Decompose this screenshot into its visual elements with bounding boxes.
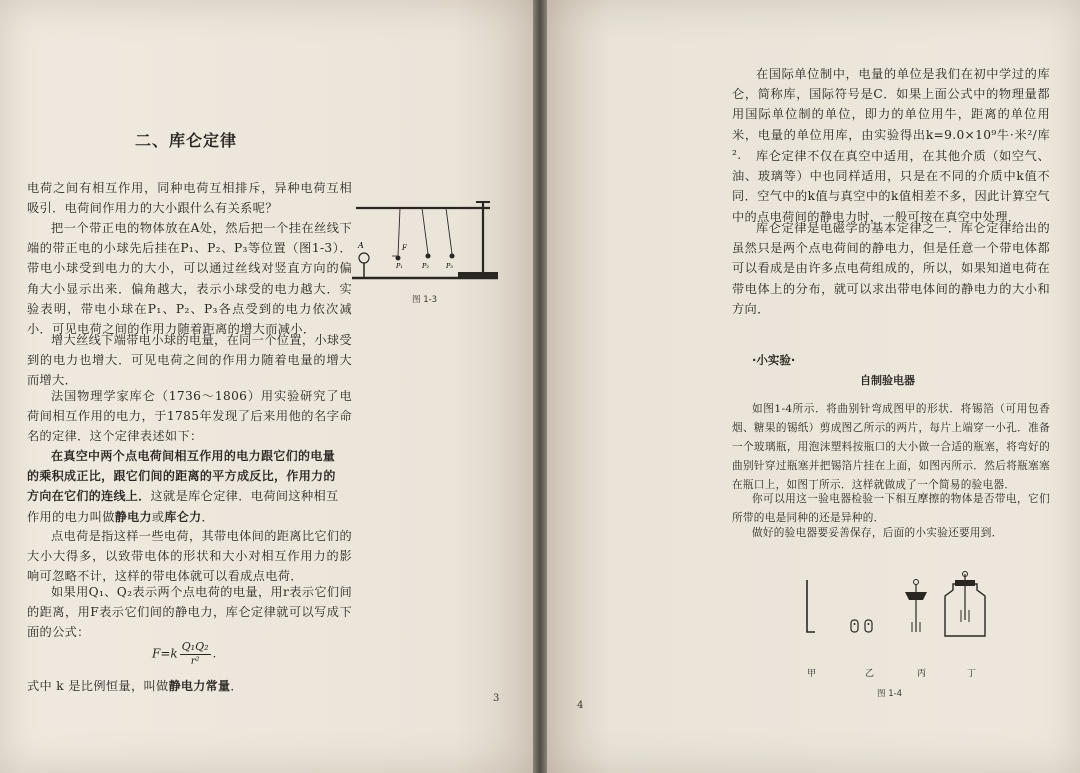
book-gutter [533,0,547,773]
law-tail: 这就是库仑定律．电荷间这种相互 [150,489,339,504]
paragraph-medium: 库仑定律不仅在真空中适用，在其他介质（如空气、油、玻璃等）中也同样适用，只是在不同的介质中k值不同．空气中的k值与真空中的k值相差不多，因此计算空气中的点电荷间的静电力时，一般可按在真空中处理． [732,149,1050,224]
formula-end: . [212,646,217,661]
label-bing: 丙 [917,669,927,679]
paragraph-experiment: 把一个带正电的物体放在A处，然后把一个挂在丝线下端的带正电的小球先后挂在P₁、P₂、P₃等位置（图1-3）．带电小球受到电力的大小，可以通过丝线对竖直方向的偏角大小显示出来．偏角越大，表示小球受的电力越大．实验表明，带电小球在P₁、P₂、P₃各点受到的电力依次减小．可见电荷之间的作用力随着距离的增大而减小． [27,221,352,337]
constant-text: 式中 k 是比例恒量，叫做 [27,679,169,693]
section-title: 二、库仑定律 [135,131,238,150]
paragraph-intro: 电荷之间有相互作用，同种电荷互相排斥，异种电荷互相吸引．电荷间作用力的大小跟什么有关系呢？ [27,181,352,216]
term-electrostatic-force: 静电力 [114,509,152,524]
paragraph-coulomb: 法国物理学家库仑（1736～1806）用实验研究了电荷间相互作用的电力，于1785年发现了后来用他的名字命名的定律．这个定律表述如下： [27,389,352,444]
law-line-1: 在真空中两个点电荷间相互作用的电力跟它们的电量 [51,449,336,463]
term-constant: 静电力常量 [168,679,231,693]
law-line-4a: 作用的电力叫做 [27,509,115,524]
law-line-4c: 或 [151,509,165,524]
mini-experiment-heading: ·小实验· [752,353,796,367]
experiment-paragraph-3: 做好的验电器要妥善保存，后面的小实验还要用到． [752,527,1003,539]
label-p2: P₂ [422,262,429,270]
figure-1-4-caption: 图 1-4 [877,689,903,699]
left-page [0,0,533,773]
paragraph-formula-intro: 如果用Q₁、Q₂表示两个点电荷的电量，用r表示它们间的距离，用F表示它们间的静电力，库仑定律就可以写成下面的公式： [27,585,352,640]
right-page [547,0,1080,773]
label-f: F [402,244,407,252]
figure-1-4 [787,570,1007,640]
paragraph-point-charge: 点电荷是指这样一些电荷，其带电体间的距离比它们的大小大得多，以致带电体的形状和大小对相互作用力的影响可忽略不计，这样的带电体就可以看成点电荷． [27,529,352,584]
coulomb-formula [152,640,216,668]
figure-1-3 [348,198,503,288]
label-ding: 丁 [967,669,977,679]
constant-end: ． [230,679,243,693]
figure-1-3-caption: 图 1-3 [412,295,438,305]
page-number-right: 4 [577,700,584,711]
experiment-title: 自制验电器 [860,374,915,387]
paragraph-fundamental-law: 库仑定律是电磁学的基本定律之一．库仑定律给出的虽然只是两个点电荷间的静电力，但是任意一个带电体都可以看成是由许多点电荷组成的，所以，如果知道电荷在带电体上的分布，就可以求出带电体间的静电力的大小和方向． [732,221,1050,316]
term-coulomb-force: 库仑力 [164,509,202,524]
paragraph-si-units: 在国际单位制中，电量的单位是我们在初中学过的库仑，简称库，国际符号是C．如果上面公式中的物理量都用国际单位制的单位，即力的单位用牛，距离的单位用米，电量的单位用库，由实验得出k=9.0×10⁹牛·米²/库². [732,67,1050,162]
law-line-2: 的乘积成正比，跟它们间的距离的平方成反比，作用力的 [27,469,336,484]
label-a: A [358,241,364,250]
label-yi: 乙 [865,669,875,679]
experiment-paragraph-1: 如图1-4所示．将曲别针弯成图甲的形状．将锡箔（可用包香烟、糖果的锡纸）剪成图乙所示的两片，每片上端穿一小孔．准备一个玻璃瓶，用泡沫塑料按瓶口的大小做一合适的瓶塞，将弯好的曲别针穿过瓶塞并把锡箔片挂在上面，如图丙所示．然后将瓶塞塞在瓶口上，如图丁所示．这样就做成了一个简易的验电器． [732,403,1050,491]
paragraph-constant [27,676,352,696]
formula-lhs: F=k [152,646,178,661]
law-line-4e: ． [201,509,214,524]
coulomb-law-statement [27,446,352,527]
formula-denominator: r² [190,656,200,667]
page-number-left: 3 [493,693,500,704]
law-line-3: 方向在它们的连线上． [27,489,151,504]
label-p1: P₁ [396,262,403,270]
formula-numerator: Q₁Q₂ [181,640,209,653]
experiment-paragraph-2: 你可以用这一验电器检验一下相互摩擦的物体是否带电，它们所带的电是同种的还是异种的． [732,493,1050,524]
label-jia: 甲 [807,669,817,679]
paragraph-charge: 增大丝线下端带电小球的电量，在同一个位置，小球受到的电力也增大．可见电荷之间的作用力随着电量的增大而增大． [27,333,352,388]
label-p3: P₃ [446,262,453,270]
